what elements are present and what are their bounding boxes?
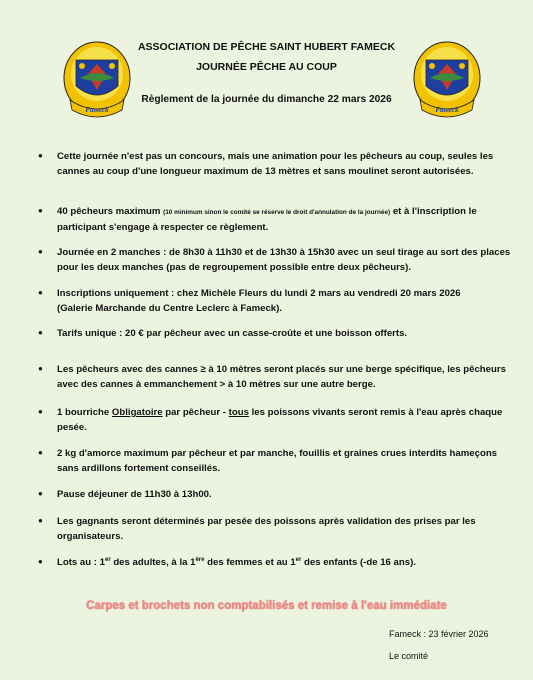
bullet-icon: ● (38, 448, 43, 457)
bullet-icon: ● (38, 328, 43, 337)
logo-name-text: Fameck (435, 106, 459, 114)
rule-text (57, 205, 512, 235)
rule-superscript: ère (195, 556, 205, 563)
rule-note: (10 minimum sinon le comité se réserve le droit d'annulation de la journée) (163, 209, 391, 216)
rule-text-underlined: tous (228, 407, 249, 418)
rule-text-part: et à l'inscription le participant s'engage à respecter ce règlement. (57, 206, 477, 233)
rule-text (57, 287, 512, 316)
rule-text-part: (Galerie Marchande du Centre Leclerc à Fameck). (57, 302, 283, 314)
rule-text: Les gagnants seront déterminés par pesée des poissons après validation des prises par les organisateurs. (57, 516, 476, 542)
rule-text: 2 kg d'amorce maximum par pêcheur et par manche, fouillis et graines crues interdits hameçons sans ardillons fortement conseillés. (57, 448, 498, 474)
rule-text-part: des femmes et au 1 (204, 557, 296, 568)
rule-text-part: Inscriptions uniquement : chez Michèle Fleurs du lundi 2 mars au vendredi 20 mars 2026 (57, 288, 461, 299)
rules-title: Règlement de la journée du dimanche 22 mars 2026 (141, 94, 392, 105)
event-title: JOURNÉE PÊCHE AU COUP (196, 61, 337, 73)
bullet-icon: ● (38, 364, 43, 373)
rule-text-part: les poissons vivants seront remis à l'eau après chaque pesée. (57, 407, 503, 433)
release-warning: Carpes et brochets non comptabilisés et remise à l'eau immédiate (86, 600, 447, 612)
logo-name-text: Fameck (85, 106, 109, 114)
rule-text: Cette journée n'est pas un concours, mais une animation pour les pêcheurs au coup, seules les cannes au coup d'une longueur maximum de 13 mètres et sans moulinet seront autorisées. (57, 151, 494, 177)
rule-text-underlined: Obligatoire (111, 407, 163, 418)
signature: Le comité (389, 651, 429, 661)
rule-text-part: des adultes, à la 1 (110, 557, 196, 568)
bullet-icon: ● (38, 489, 43, 498)
bullet-icon: ● (38, 516, 43, 525)
rule-superscript: er (104, 556, 111, 563)
bullet-icon: ● (38, 557, 43, 566)
rule-text: Tarifs unique : 20 € par pêcheur avec un casse-croûte et une boisson offerts. (57, 328, 408, 339)
rule-text-part: 40 pêcheurs maximum (57, 206, 161, 217)
bullet-icon: ● (38, 151, 43, 160)
rule-text-part: des enfants (-de 16 ans). (301, 557, 416, 568)
bullet-icon: ● (38, 407, 43, 416)
bullet-icon: ● (38, 206, 43, 215)
association-title: ASSOCIATION DE PÊCHE SAINT HUBERT FAMECK (137, 41, 396, 53)
bullet-icon: ● (38, 288, 43, 297)
rule-text-part: 1 bourriche (57, 407, 112, 418)
issue-date: Fameck : 23 février 2026 (389, 629, 489, 639)
rule-text-part: par pêcheur - (162, 407, 229, 418)
rule-text (57, 406, 512, 435)
rule-superscript: er (295, 556, 302, 563)
rule-text: Pause déjeuner de 11h30 à 13h00. (57, 489, 212, 500)
bullet-icon: ● (38, 247, 43, 256)
rule-text (57, 556, 512, 571)
rule-text: Journée en 2 manches : de 8h30 à 11h30 et de 13h30 à 15h30 avec un seul tirage au sort des places pour les deux manches (pas de regroupement possible entre deux pêcheurs). (57, 247, 511, 273)
rule-text: Les pêcheurs avec des cannes ≥ à 10 mètres seront placés sur une berge spécifique, les pêcheurs avec des cannes à emmanchement > à 10 mètres sur une autre berge. (57, 364, 506, 390)
rule-text-part: Lots au : 1 (57, 557, 105, 568)
